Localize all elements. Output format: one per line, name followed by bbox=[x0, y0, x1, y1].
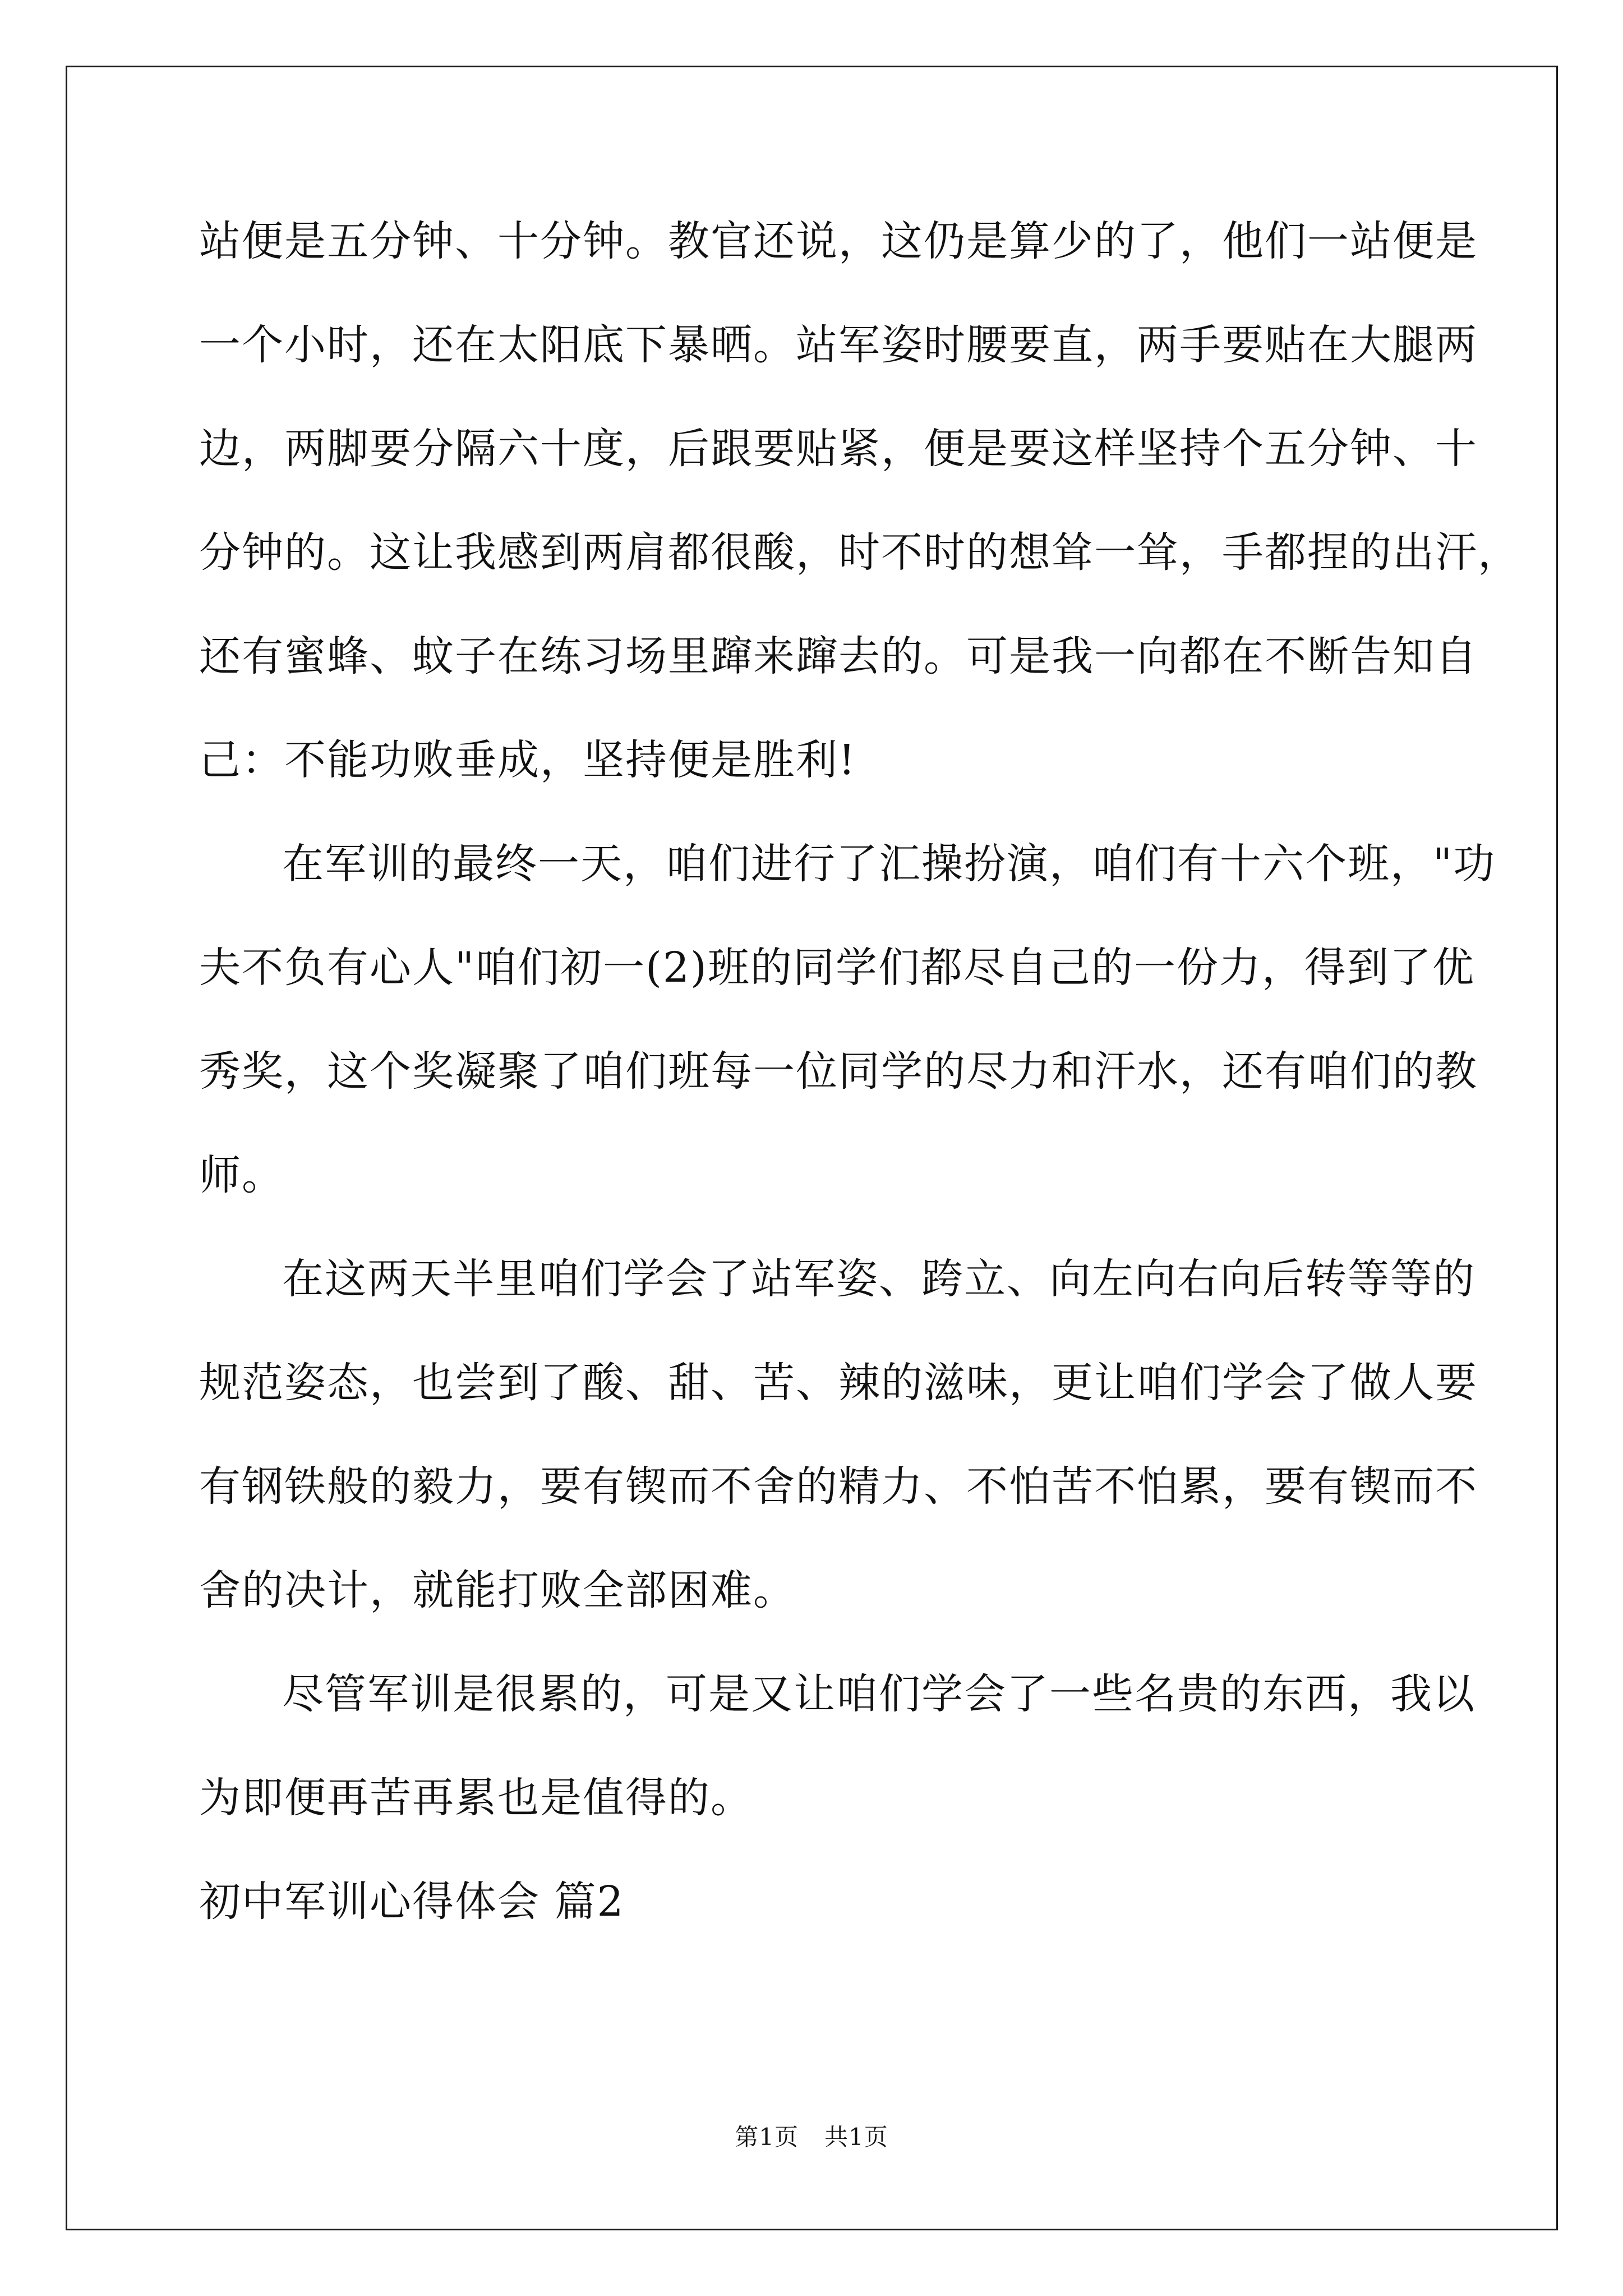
paragraph-2-line-3: 秀奖，这个奖凝聚了咱们班每一位同学的尽力和汗水，还有咱们的教 bbox=[199, 1047, 1478, 1096]
paragraph-1-line-6: 己：不能功败垂成，坚持便是胜利! bbox=[199, 736, 856, 784]
paragraph-1-line-1: 站便是五分钟、十分钟。教官还说，这仍是算少的了，他们一站便是 bbox=[199, 217, 1478, 265]
paragraph-3-line-1: 在这两天半里咱们学会了站军姿、跨立、向左向右向后转等等的 bbox=[282, 1255, 1476, 1303]
paragraph-4-line-1: 尽管军训是很累的，可是又让咱们学会了一些名贵的东西，我以 bbox=[282, 1670, 1476, 1718]
section-heading: 初中军训心得体会 篇2 bbox=[199, 1878, 625, 1926]
paragraph-2-line-4: 师。 bbox=[199, 1151, 284, 1199]
paragraph-1-line-4: 分钟的。这让我感到两肩都很酸，时不时的想耸一耸，手都捏的出汗， bbox=[199, 528, 1520, 577]
paragraph-1-line-3: 边，两脚要分隔六十度，后跟要贴紧，便是要这样坚持个五分钟、十 bbox=[199, 425, 1478, 473]
paragraph-3-line-2: 规范姿态，也尝到了酸、甜、苦、辣的滋味，更让咱们学会了做人要 bbox=[199, 1359, 1478, 1407]
paragraph-3-line-4: 舍的决计，就能打败全部困难。 bbox=[199, 1566, 796, 1614]
paragraph-2-line-1: 在军训的最终一天，咱们进行了汇操扮演，咱们有十六个班，"功 bbox=[282, 840, 1496, 888]
page-number: 第1页 bbox=[735, 2123, 799, 2151]
paragraph-1-line-5: 还有蜜蜂、蚊子在练习场里蹿来蹿去的。可是我一向都在不断告知自 bbox=[199, 632, 1478, 680]
paragraph-1-line-2: 一个小时，还在太阳底下暴晒。站军姿时腰要直，两手要贴在大腿两 bbox=[199, 321, 1478, 369]
paragraph-3-line-3: 有钢铁般的毅力，要有锲而不舍的精力、不怕苦不怕累，要有锲而不 bbox=[199, 1462, 1478, 1511]
paragraph-4-line-2: 为即便再苦再累也是值得的。 bbox=[199, 1774, 753, 1822]
page-total: 共1页 bbox=[824, 2123, 888, 2151]
page-footer bbox=[0, 2120, 1623, 2154]
paragraph-2-line-2: 夫不负有心人"咱们初一(2)班的同学们都尽自己的一份力，得到了优 bbox=[199, 944, 1475, 992]
